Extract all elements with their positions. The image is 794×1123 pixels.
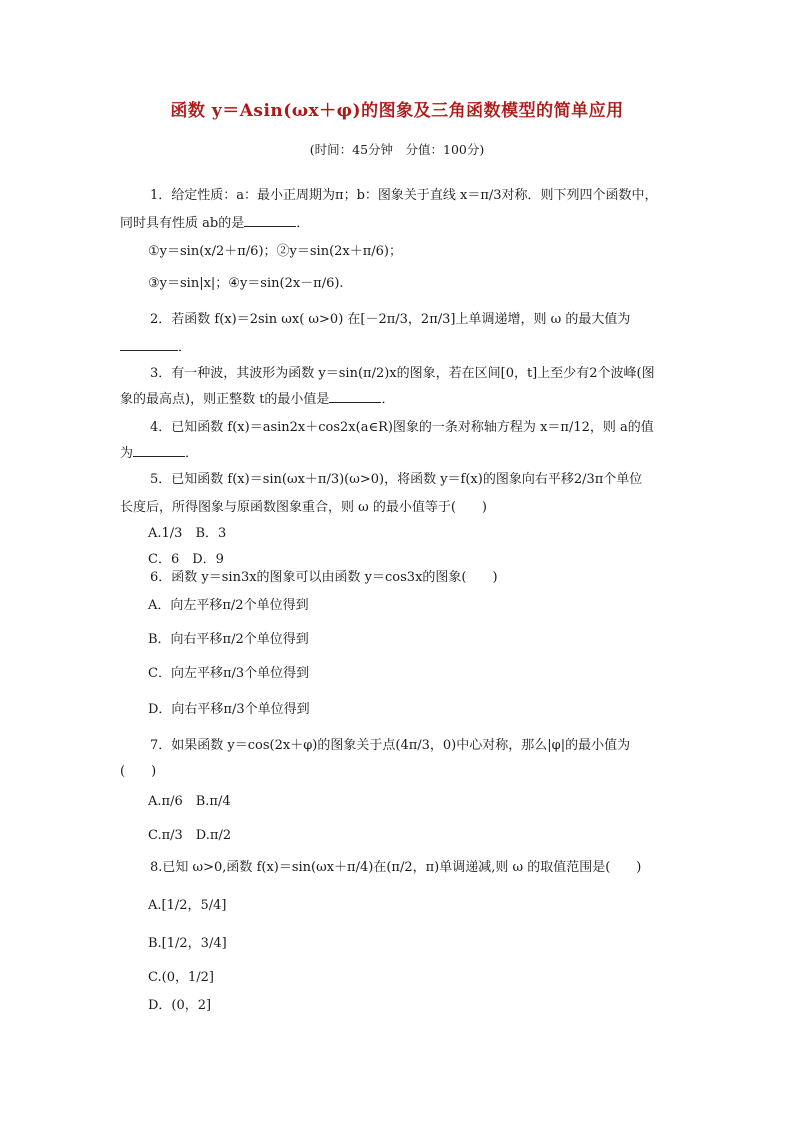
q1-answer-blank <box>244 214 296 227</box>
q6-option-b: B．向右平移π/2个单位得到 <box>148 632 309 647</box>
q4-line2: 为 ． <box>120 446 199 461</box>
q8-line1: 8.已知 ω>0,函数 f(x)＝sin(ωx＋π/4)在(π/2，π)单调递减,则 ω 的取值范围是( ) <box>150 860 642 875</box>
q1-line2: 同时具有性质 ab的是 ． <box>120 216 310 231</box>
q4-answer-blank <box>133 444 185 457</box>
q5-line2: 长度后，所得图象与原函数图象重合，则 ω 的最小值等于( ) <box>120 500 488 515</box>
q4-line2-text: 为 <box>120 446 134 461</box>
q8-option-c: C.(0，1/2] <box>148 970 214 985</box>
q2-line2: ． <box>120 338 191 358</box>
q1-options-12: ①y＝sin(x/2＋π/6)；②y＝sin(2x＋π/6)； <box>148 244 403 259</box>
q5-options-cd: C．6 D．9 <box>148 552 224 567</box>
q8-option-b: B.[1/2，3/4] <box>148 936 227 951</box>
q7-options-cd: C.π/3 D.π/2 <box>148 828 232 843</box>
q3-line2: 象的最高点)，则正整数 t的最小值是 ． <box>120 392 395 407</box>
q3-line1: 3．有一种波，其波形为函数 y＝sin(π/2)x的图象，若在区间[0，t]上至少有2个波峰(图 <box>150 366 655 381</box>
q6-option-d: D．向右平移π/3个单位得到 <box>148 702 310 717</box>
q7-line2: ( ) <box>120 764 157 779</box>
q3-line2-text: 象的最高点)，则正整数 t的最小值是 <box>120 392 330 407</box>
q5-options-ab: A.1/3 B．3 <box>148 526 227 541</box>
q4-line1: 4．已知函数 f(x)＝asin2x＋cos2x(a∈R)图象的一条对称轴方程为 x＝π/12，则 a的值 <box>150 420 654 435</box>
q3-answer-blank <box>329 390 381 403</box>
q1-line2-text: 同时具有性质 ab的是 <box>120 216 245 231</box>
q2-line1: 2．若函数 f(x)＝2sin ωx( ω>0) 在[－2π/3，2π/3]上单调递增，则 ω 的最大值为 <box>150 312 631 327</box>
q8-option-a: A.[1/2，5/4] <box>148 898 227 913</box>
q1-line1: 1．给定性质：a：最小正周期为π；b：图象关于直线 x＝π/3对称．则下列四个函数中， <box>150 188 658 203</box>
q6-line1: 6．函数 y＝sin3x的图象可以由函数 y＝cos3x的图象( ) <box>150 570 498 585</box>
q8-option-d: D．(0，2] <box>148 998 212 1013</box>
q5-line1: 5．已知函数 f(x)＝sin(ωx＋π/3)(ω>0)，将函数 y＝f(x)的图象向右平移2/3π个单位 <box>150 472 643 487</box>
q2-answer-blank <box>120 338 178 351</box>
q7-line1: 7．如果函数 y＝cos(2x＋φ)的图象关于点(4π/3，0)中心对称，那么|φ|的最小值为 <box>150 738 631 753</box>
q1-options-34: ③y＝sin|x|；④y＝sin(2x－π/6). <box>148 276 344 291</box>
q6-option-c: C．向左平移π/3个单位得到 <box>148 666 310 681</box>
page-title: 函数 y＝Asin(ωx＋φ)的图象及三角函数模型的简单应用 <box>170 101 624 121</box>
q7-options-ab: A.π/6 B.π/4 <box>148 794 231 809</box>
exam-meta: (时间：45分钟 分值：100分) <box>309 142 485 157</box>
q6-option-a: A．向左平移π/2个单位得到 <box>148 598 309 613</box>
